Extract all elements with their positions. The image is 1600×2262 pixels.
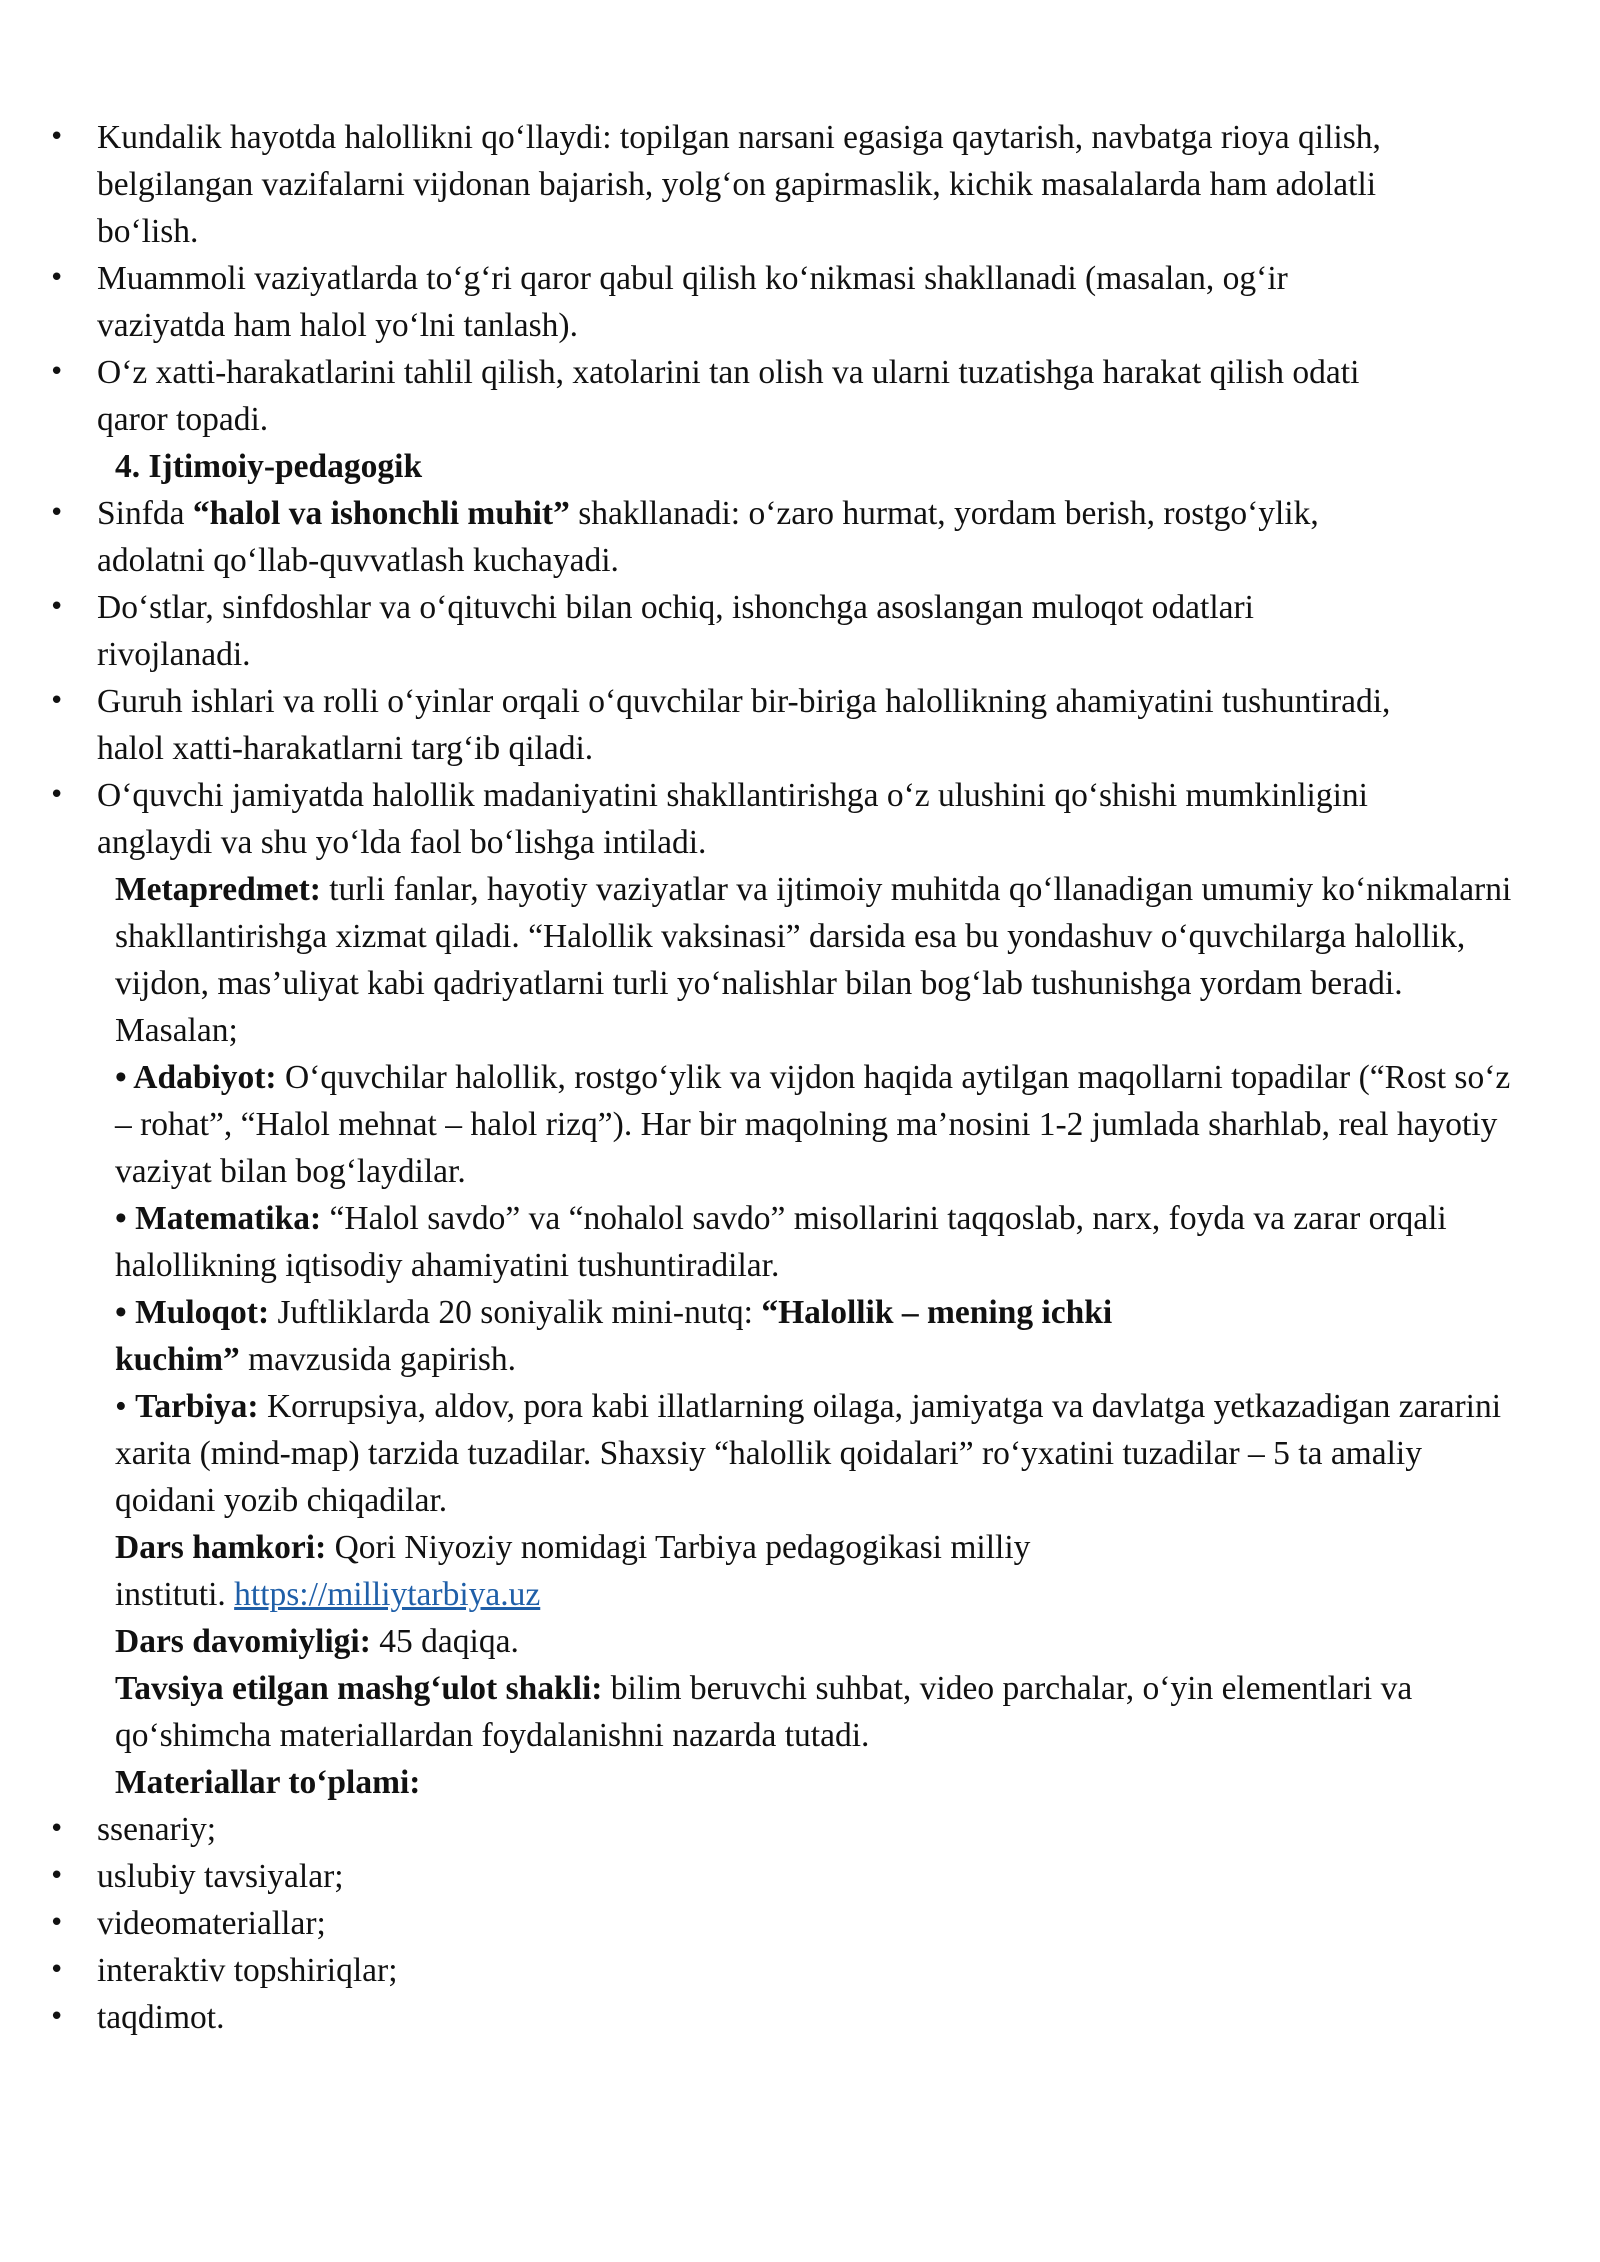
matematika-paragraph: • Matematika: “Halol savdo” va “nohalol savdo” misollarini taqqoslab, narx, foyda va zarar orqali halollikning iqtisodiy ahamiyatini tushuntiradilar. [115, 1200, 1447, 1284]
tarbiya-paragraph: • Tarbiya: Korrupsiya, aldov, pora kabi illatlarning oilaga, jamiyatga va davlatga yetkazadigan zararini xarita (mind-map) tarzida tuzadilar. Shaxsiy “halollik qoidalari” ro‘yxatini tuzadilar – 5 ta amaliy qoidani yozib chiqadilar. [115, 1388, 1502, 1519]
lesson-form-paragraph: Tavsiya etilgan mashg‘ulot shakli: bilim beruvchi suhbat, video parchalar, o‘yin elementlari va qo‘shimcha materiallardan foydalanishni nazarda tutadi. [115, 1670, 1413, 1754]
list-item: • videomateriallar; [0, 1900, 1400, 1947]
section4-heading: 4. Ijtimoiy-pedagogik [115, 448, 423, 485]
list-item: • Sinfda “halol va ishonchli muhit” shakllanadi: o‘zaro hurmat, yordam berish, rostgo‘ylik, adolatni qo‘llab-quvvatlash kuchayadi. [0, 490, 1400, 584]
list-item: • Guruh ishlari va rolli o‘yinlar orqali o‘quvchilar bir-biriga halollikning ahamiyatini tushuntiradi, halol xatti-harakatlarni targ‘ib qiladi. [0, 678, 1400, 772]
duration-paragraph: Dars davomiyligi: 45 daqiqa. [115, 1623, 519, 1660]
list-item: • Muammoli vaziyatlarda to‘g‘ri qaror qabul qilish ko‘nikmasi shakllanadi (masalan, og‘ir vaziyatda ham halol yo‘lni tanlash). [0, 255, 1400, 349]
list-item: • O‘z xatti-harakatlarini tahlil qilish, xatolarini tan olish va ularni tuzatishga harakat qilish odati qaror topadi. [0, 349, 1400, 443]
list-item: • Kundalik hayotda halollikni qo‘llaydi: topilgan narsani egasiga qaytarish, navbatga rioya qilish, belgilangan vazifalarni vijdonan bajarish, yolg‘on gapirmaslik, kichik masalalarda ham adolatli bo‘lish. [0, 114, 1400, 255]
partner-paragraph: Dars hamkori: Qori Niyoziy nomidagi Tarbiya pedagogikasi milliy instituti. https://milliytarbiya.uz [115, 1529, 1031, 1613]
list-item: • uslubiy tavsiyalar; [0, 1853, 1400, 1900]
list-item: • O‘quvchi jamiyatda halollik madaniyatini shakllantirishga o‘z ulushini qo‘shishi mumkinligini anglaydi va shu yo‘lda faol bo‘lishga intiladi. [0, 772, 1400, 866]
section4-bullet-list [0, 490, 1400, 866]
metapredmet-paragraph: Metapredmet: turli fanlar, hayotiy vaziyatlar va ijtimoiy muhitda qo‘llanadigan umumiy ko‘nikmalarni shakllantirishga xizmat qiladi. “Halollik vaksinasi” darsida esa bu yondashuv o‘quvchilarga halollik, vijdon, mas’uliyat kabi qadriyatlarni turli yo‘nalishlar bilan bog‘lab tushunishga yordam beradi. [115, 871, 1512, 1002]
materials-heading: Materiallar to‘plami: [115, 1764, 421, 1801]
adabiyot-paragraph: • Adabiyot: O‘quvchilar halollik, rostgo‘ylik va vijdon haqida aytilgan maqollarni topadilar (“Rost so‘z – rohat”, “Halol mehnat – halol rizq”). Har bir maqolning ma’nosini 1-2 jumlada sharhlab, real hayotiy vaziyat bilan bog‘laydilar. [115, 1059, 1511, 1190]
list-item: • taqdimot. [0, 1994, 1400, 2041]
list-item: • ssenariy; [0, 1806, 1400, 1853]
muloqot-paragraph: • Muloqot: Juftliklarda 20 soniyalik mini-nutq: “Halollik – mening ichki kuchim” mavzusida gapirish. [115, 1294, 1113, 1378]
section3-bullet-list [0, 114, 1400, 443]
partner-link[interactable]: https://milliytarbiya.uz [234, 1576, 541, 1613]
list-item: • interaktiv topshiriqlar; [0, 1947, 1400, 1994]
list-item: • Do‘stlar, sinfdoshlar va o‘qituvchi bilan ochiq, ishonchga asoslangan muloqot odatlari rivojlanadi. [0, 584, 1400, 678]
materials-list [0, 1806, 1400, 2041]
masalan-line: Masalan; [115, 1012, 238, 1049]
